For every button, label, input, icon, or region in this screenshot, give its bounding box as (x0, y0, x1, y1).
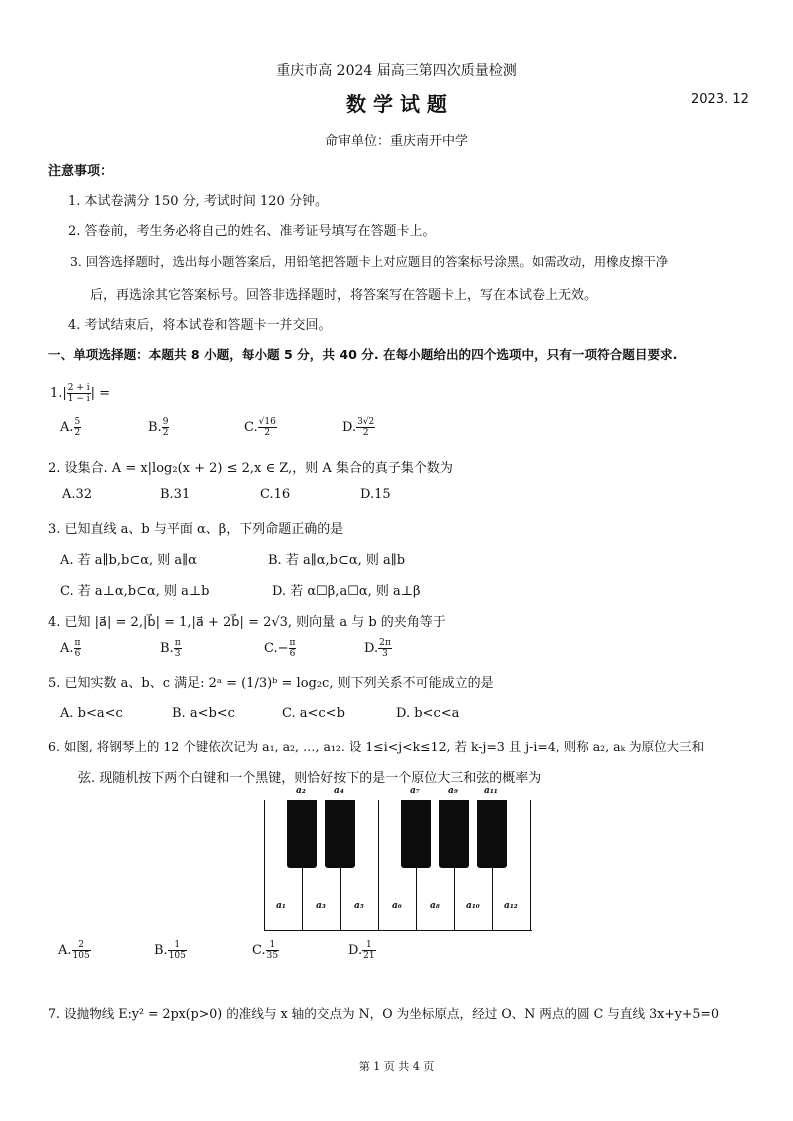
question-4: 4. 已知 |a⃗| = 2,|b⃗| = 1,|a⃗ + 2b⃗| = 2√3, 则向量 a 与 b 的夹角等于 (48, 615, 446, 630)
black-key-label: a₇ (410, 786, 420, 796)
piano-figure (262, 782, 534, 932)
subject-title: 数 学 试 题 (346, 92, 447, 116)
notice-item: 1. 本试卷满分 150 分, 考试时间 120 分钟。 (68, 194, 328, 209)
notice-item: 4. 考试结束后，将本试卷和答题卡一并交回。 (68, 318, 332, 333)
q1-option-d: D. $\frac{3√2}{2}$ (342, 417, 375, 438)
white-key-label: a₆ (392, 901, 402, 911)
q6-option-d: D. $\frac{1}{21}$ (348, 940, 375, 961)
q5-option-c: C. a<c<b (282, 706, 345, 721)
white-key-label: a₅ (354, 901, 364, 911)
q2-option-d: D.15 (360, 487, 391, 502)
black-key-label: a₄ (334, 786, 344, 796)
notice-item: 后，再选涂其它答案标号。回答非选择题时，将答案写在答题卡上，写在本试卷上无效。 (90, 288, 598, 303)
q2-option-c: C.16 (260, 487, 291, 502)
q4-option-d: D. $\frac{2\pi}{3}$ (364, 638, 391, 659)
question-3: 3. 已知直线 a、b 与平面 α、β，下列命题正确的是 (48, 522, 344, 537)
notice-item: 2. 答卷前，考生务必将自己的姓名、准考证号填写在答题卡上。 (68, 224, 436, 239)
setter-unit: 命审单位：重庆南开中学 (324, 134, 468, 149)
q2-option-b: B.31 (160, 487, 191, 502)
q3-option-c: C. 若 a⊥α,b⊂α, 则 a⊥b (60, 584, 210, 599)
q6-option-a: A. $\frac{2}{105}$ (58, 940, 90, 961)
question-5: 5. 已知实数 a、b、c 满足: 2ᵃ = (1/3)ᵇ = log₂c, 则下列关系不可能成立的是 (48, 676, 494, 691)
white-key-label: a₁₀ (466, 901, 480, 911)
black-key (287, 800, 317, 868)
white-key-label: a₁₂ (504, 901, 518, 911)
q3-option-b: B. 若 a∥α,b⊂α, 则 a∥b (268, 553, 406, 568)
q5-option-b: B. a<b<c (172, 706, 235, 721)
q1-numerator: 2 + i (67, 383, 90, 393)
black-key (325, 800, 355, 868)
white-key-label: a₁ (276, 901, 286, 911)
exam-title: 重庆市高 2024 届高三第四次质量检测 (276, 63, 517, 79)
notice-heading: 注意事项： (48, 164, 114, 179)
q4-option-a: A. $\frac{\pi}{6}$ (60, 638, 81, 659)
q3-option-d: D. 若 α☐β,a☐α, 则 a⊥β (272, 584, 421, 599)
black-key-label: a₁₁ (484, 786, 498, 796)
q1-prefix: 1.| (50, 386, 67, 401)
q1-option-a: A. $\frac{5}{2}$ (60, 417, 81, 438)
q5-option-a: A. b<a<c (60, 706, 123, 721)
q3-option-a: A. 若 a∥b,b⊂α, 则 a∥α (60, 553, 197, 568)
q6-option-b: B. $\frac{1}{105}$ (154, 940, 186, 961)
black-key (401, 800, 431, 868)
question-7: 7. 设抛物线 E:y² = 2px(p>0) 的准线与 x 轴的交点为 N，O 为坐标原点，经过 O、N 两点的圆 C 与直线 3x+y+5=0 (48, 1006, 719, 1021)
exam-date: 2023. 12 (691, 92, 749, 107)
white-key-label: a₃ (316, 901, 326, 911)
q6-option-c: C. $\frac{1}{35}$ (252, 940, 279, 961)
q1-suffix: | = (90, 386, 111, 401)
notice-item: 3. 回答选择题时，选出每小题答案后，用铅笔把答题卡上对应题目的答案标号涂黑。如需改动，用橡皮擦干净 (70, 254, 669, 269)
q1-option-c: C. $\frac{√16}{2}$ (244, 417, 276, 438)
q1-option-b: B. $\frac{9}{2}$ (148, 417, 169, 438)
page-footer: 第 1 页 共 4 页 (358, 1060, 435, 1073)
question-1 (50, 383, 110, 404)
q4-option-b: B. $\frac{\pi}{3}$ (160, 638, 181, 659)
section-heading: 一、单项选择题：本题共 8 小题，每小题 5 分，共 40 分. 在每小题给出的四个选项中，只有一项符合题目要求. (48, 347, 678, 362)
black-key-label: a₂ (296, 786, 306, 796)
black-key (477, 800, 507, 868)
q1-denominator: 1 − i (67, 394, 90, 404)
question-6-line1: 6. 如图, 将钢琴上的 12 个键依次记为 a₁, a₂, …, a₁₂. 设 1≤i<j<k≤12, 若 k-j=3 且 j-i=4, 则称 a₂, aₖ 为原位大三和 (48, 739, 705, 754)
black-key (439, 800, 469, 868)
question-2: 2. 设集合. A = x|log₂(x + 2) ≤ 2,x ∈ Z,，则 A 集合的真子集个数为 (48, 461, 453, 476)
q5-option-d: D. b<c<a (396, 706, 460, 721)
q2-option-a: A.32 (62, 487, 93, 502)
black-key-label: a₉ (448, 786, 458, 796)
white-key-label: a₈ (430, 901, 440, 911)
question-6-line2: 弦. 现随机按下两个白键和一个黑键，则恰好按下的是一个原位大三和弦的概率为 (78, 771, 542, 786)
q4-option-c: C.− $\frac{\pi}{6}$ (264, 638, 296, 659)
